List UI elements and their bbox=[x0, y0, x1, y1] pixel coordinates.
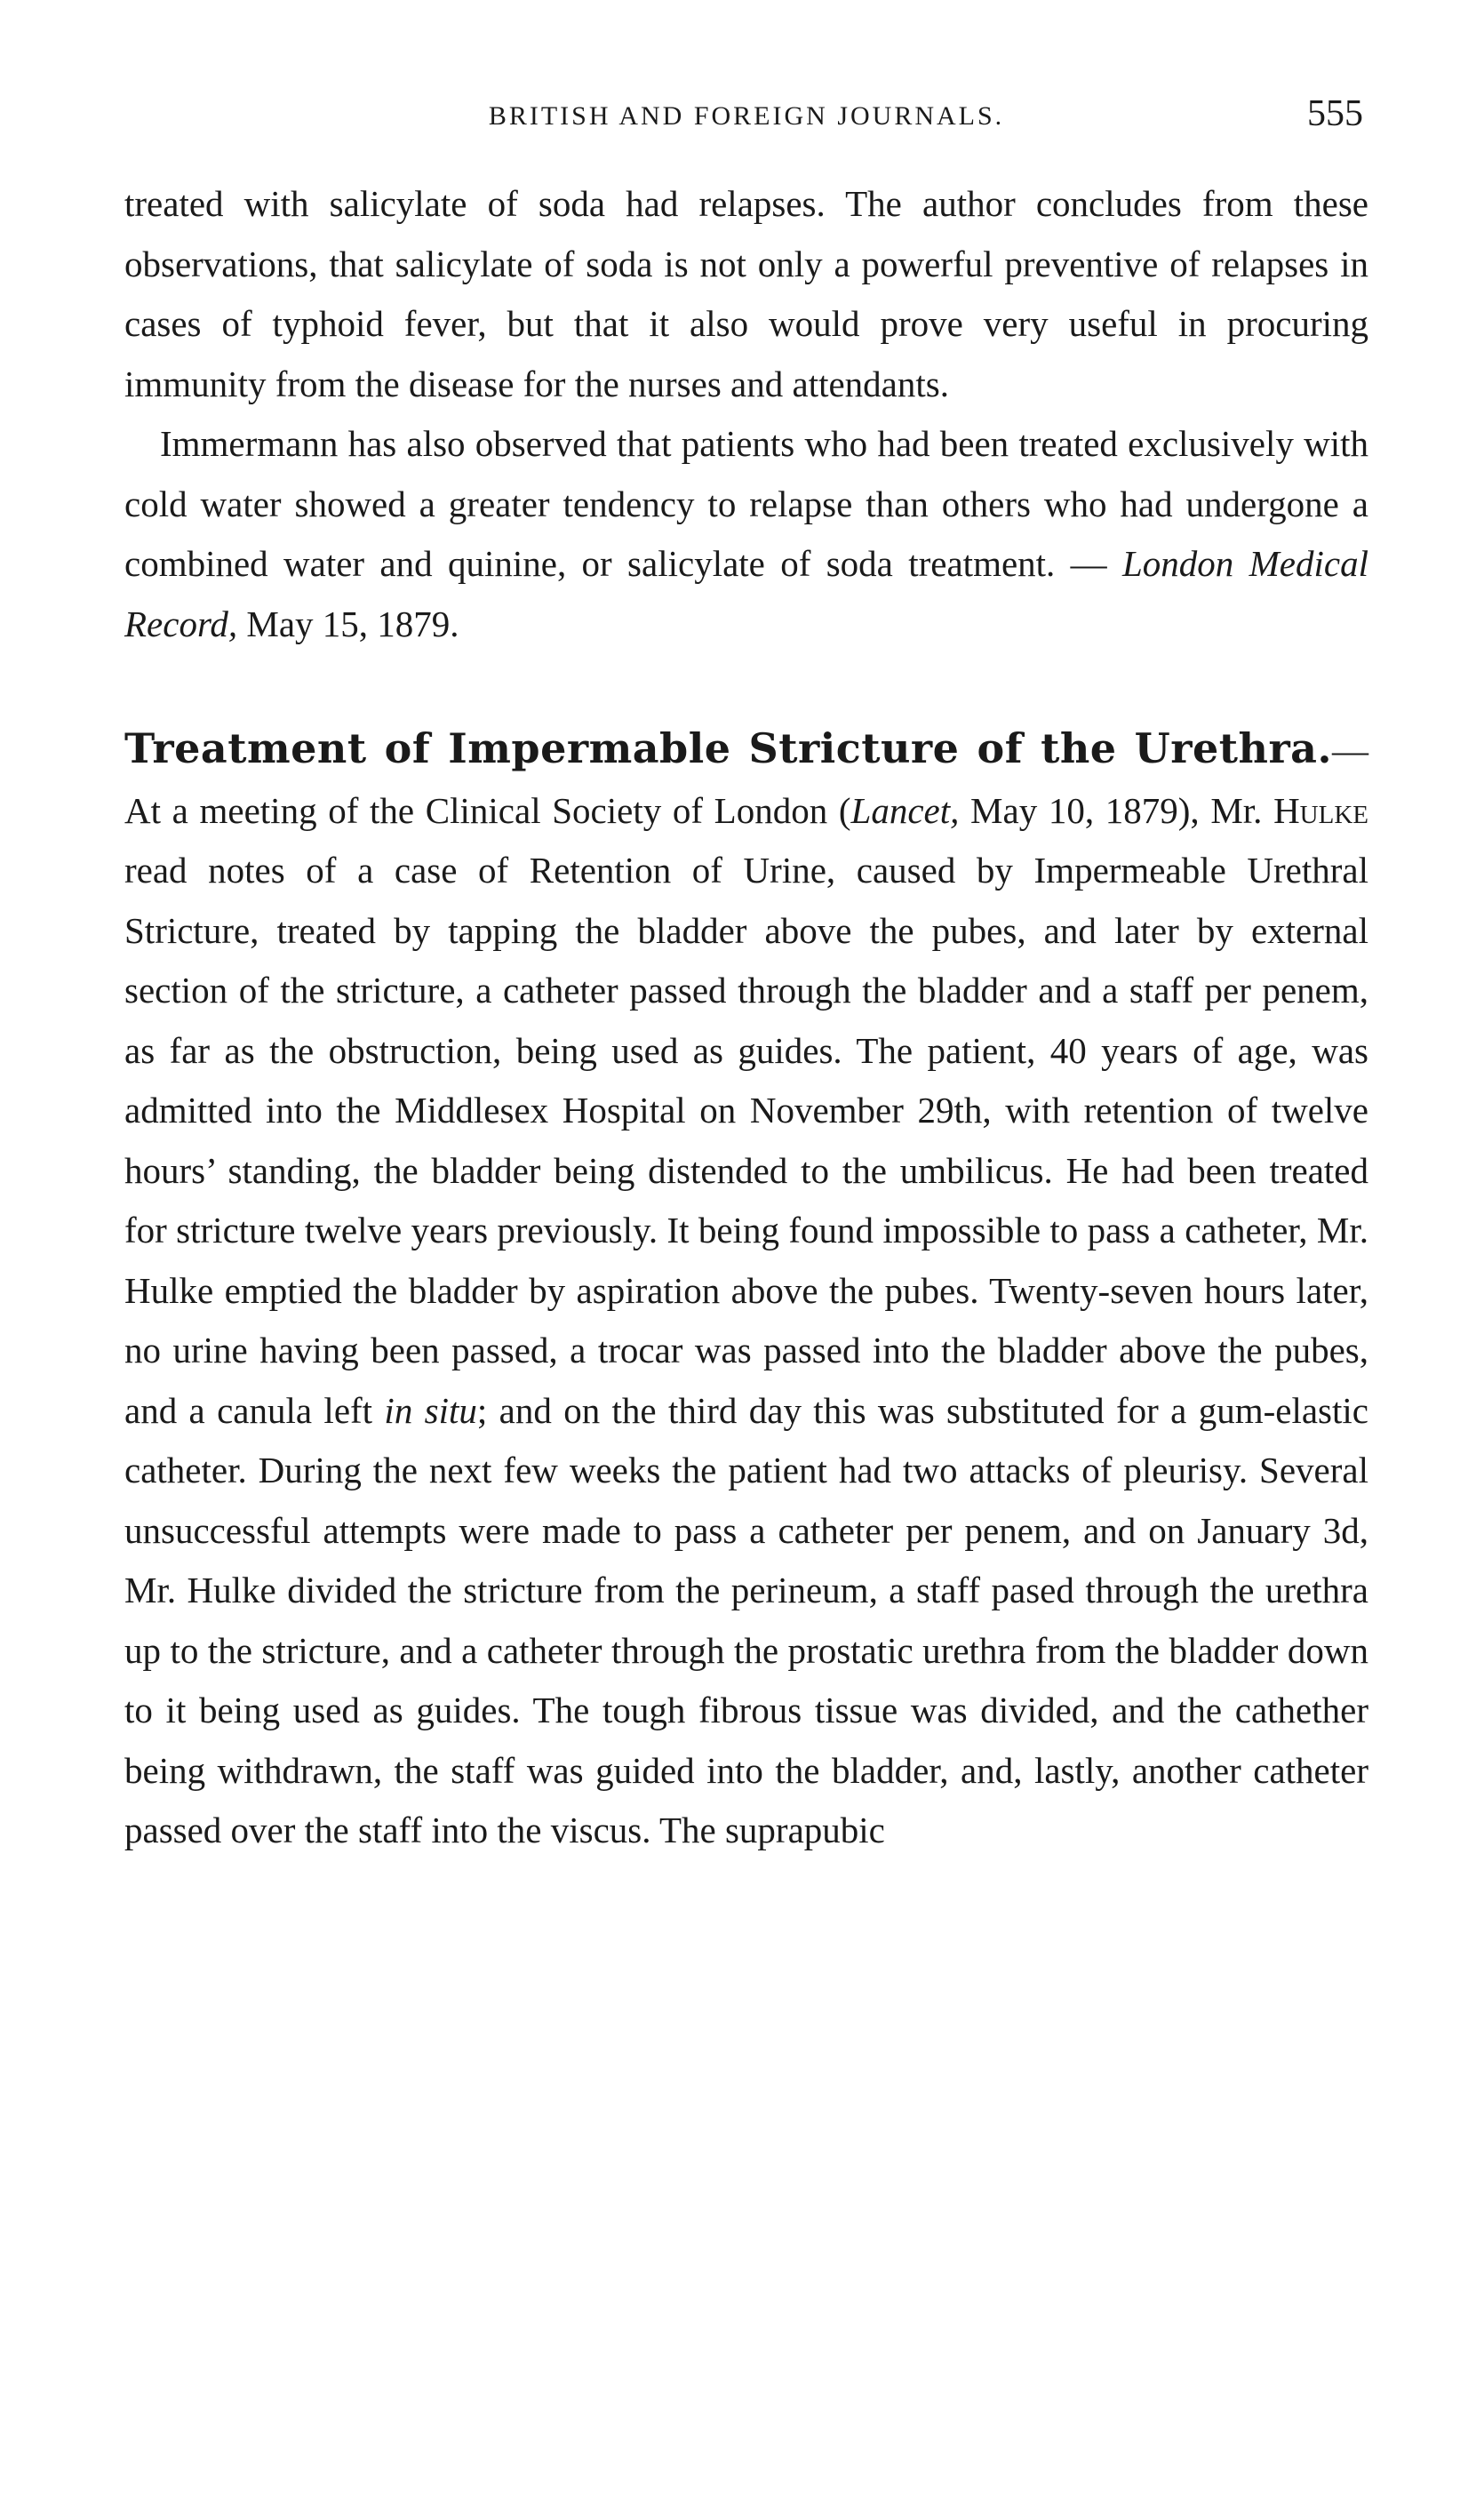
paragraph-immermann-text: Immermann has also observed that patients who had been treated exclusively with cold water showed a greater tendency to relapse than others who had undergone a combined water and quinine, or salicylate of soda treatment. — bbox=[124, 423, 1368, 584]
article-lead-source: Lancet, bbox=[850, 789, 960, 831]
section-gap bbox=[124, 654, 1368, 719]
page-number: 555 bbox=[1307, 93, 1363, 134]
article-body-part2: ; and on the third day this was substituted for a gum-elastic catheter. During the next few weeks the patient had two attacks of pleurisy. Several unsuccessful attempts were made to pass a catheter per penem, and on January 3d, Mr. Hulke divided the stricture from the perineum, a staff pased through the urethra up to the stricture, and a catheter through the prostatic urethra from the bladder down to it being used as guides. The tough fibrous tissue was divided, and the cathether being withdrawn, the staff was guided into the bladder, and, lastly, another catheter passed over the staff into the viscus. The suprapubic bbox=[124, 1389, 1368, 1850]
journal-page bbox=[124, 0, 1368, 2517]
source-citation: London Medical Record, bbox=[124, 543, 1368, 644]
article-paragraph bbox=[124, 719, 1368, 1861]
paragraph-continued bbox=[124, 174, 1368, 414]
paragraph-immermann bbox=[124, 414, 1368, 654]
in-situ-phrase: in situ bbox=[384, 1389, 477, 1431]
paragraph-continued-text: treated with salicylate of soda had relapses. The author concludes from these observations, that salicylate of soda is not only a powerful preventive of relapses in cases of typhoid fever, but that it also would prove very useful in procuring immunity from the disease for the nurses and attendants. bbox=[124, 183, 1368, 404]
article-body-part1: read notes of a case of Retention of Urine, caused by Impermeable Urethral Stricture, treated by tapping the bladder above the pubes, and later by external section of the stricture, a catheter passed through the bladder and a staff per penem, as far as the obstruction, being used as guides. The patient, 40 years of age, was admitted into the Middlesex Hospital on November 29th, with retention of twelve hours’ standing, the bladder being distended to the umbilicus. He had been treated for stricture twelve years previously. It being found impossible to pass a catheter, Mr. Hulke emptied the bladder by aspiration above the pubes. Twenty-seven hours later, no urine having been passed, a trocar was passed into the bladder above the pubes, and a canula left bbox=[124, 850, 1368, 1431]
running-head bbox=[124, 92, 1368, 146]
running-title: BRITISH AND FOREIGN JOURNALS. bbox=[488, 101, 1005, 131]
article-title: Treatment of Impermable Stricture of the Urethra. bbox=[124, 724, 1332, 772]
source-date: May 15, 1879. bbox=[237, 603, 459, 644]
body-text bbox=[124, 174, 1368, 1861]
surgeon-name: Hulke bbox=[1273, 789, 1369, 831]
article-lead-date: May 10, 1879), Mr. bbox=[959, 789, 1274, 831]
article-lead: —At a meeting of the Clinical Society of London ( bbox=[124, 730, 1368, 831]
